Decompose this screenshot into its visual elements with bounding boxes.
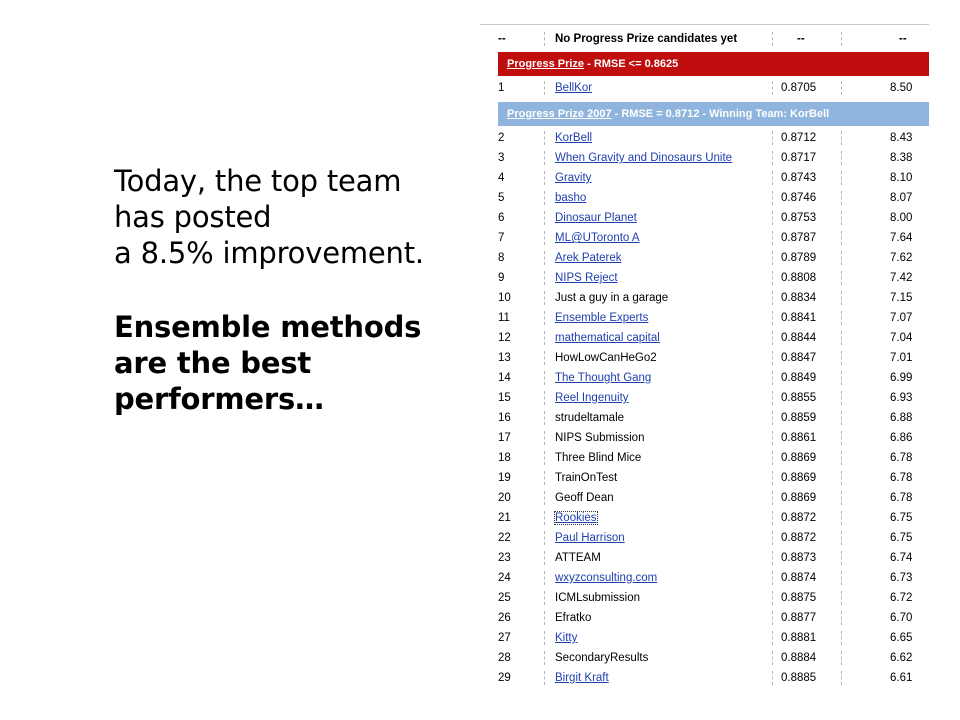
team-link[interactable]: ML@UToronto A — [555, 232, 640, 244]
rmse-cell: 0.8885 — [781, 672, 817, 684]
team-cell — [555, 668, 609, 688]
team-link[interactable]: BellKor — [555, 82, 593, 94]
header-pct: -- — [899, 33, 907, 45]
table-row — [480, 628, 929, 648]
rank-cell: 5 — [498, 192, 505, 204]
rmse-cell: 0.8875 — [781, 592, 817, 604]
slide-bold-line-2: are the best — [114, 346, 312, 380]
table-row — [480, 648, 929, 668]
slide-line-3: a 8.5% improvement. — [114, 236, 424, 270]
progress-prize-banner — [498, 52, 929, 76]
table-row — [480, 168, 929, 188]
rank-cell: 23 — [498, 552, 511, 564]
improvement-cell: 6.93 — [890, 392, 913, 404]
rmse-cell: 0.8705 — [781, 82, 817, 94]
rank-cell: 9 — [498, 272, 505, 284]
table-row — [480, 368, 929, 388]
rmse-cell: 0.8808 — [781, 272, 817, 284]
team-cell — [555, 408, 624, 428]
team-cell — [555, 508, 597, 528]
improvement-cell: 6.70 — [890, 612, 913, 624]
rmse-cell: 0.8881 — [781, 632, 817, 644]
table-row — [480, 408, 929, 428]
improvement-cell: 7.62 — [890, 252, 913, 264]
rank-cell: 11 — [498, 312, 510, 324]
improvement-cell: 8.38 — [890, 152, 913, 164]
rank-cell: 7 — [498, 232, 505, 244]
team-cell — [555, 588, 640, 608]
rmse-cell: 0.8717 — [781, 152, 817, 164]
team-cell — [555, 648, 648, 668]
rmse-cell: 0.8753 — [781, 212, 817, 224]
team-name: ATTEAM — [555, 552, 601, 564]
rmse-cell: 0.8869 — [781, 452, 817, 464]
progress-prize-link[interactable]: Progress Prize — [507, 58, 585, 70]
team-cell — [555, 168, 591, 188]
team-name: NIPS Submission — [555, 432, 645, 444]
improvement-cell: 6.72 — [890, 592, 913, 604]
team-link[interactable]: Rookies — [555, 512, 597, 524]
team-cell — [555, 78, 592, 98]
rank-cell: 21 — [498, 512, 511, 524]
improvement-cell: 7.64 — [890, 232, 913, 244]
team-cell — [555, 308, 648, 328]
improvement-cell: 6.61 — [890, 672, 913, 684]
team-cell — [555, 548, 601, 568]
team-cell — [555, 608, 591, 628]
rmse-cell: 0.8712 — [781, 132, 817, 144]
rank-cell: 27 — [498, 632, 511, 644]
table-row — [480, 388, 929, 408]
table-row — [480, 228, 929, 248]
team-link[interactable]: Birgit Kraft — [555, 672, 609, 684]
rank-cell: 4 — [498, 172, 505, 184]
team-name: Just a guy in a garage — [555, 292, 669, 304]
team-cell — [555, 368, 651, 388]
team-name: TrainOnTest — [555, 472, 618, 484]
table-row — [480, 188, 929, 208]
team-cell — [555, 428, 644, 448]
progress-prize-2007-link[interactable]: Progress Prize 2007 — [507, 108, 612, 120]
rmse-cell: 0.8861 — [781, 432, 817, 444]
slide-line-2: has posted — [114, 200, 272, 234]
rank-cell: 13 — [498, 352, 511, 364]
improvement-cell: 6.78 — [890, 472, 913, 484]
team-cell — [555, 568, 657, 588]
table-row — [480, 148, 929, 168]
rank-cell: 6 — [498, 212, 505, 224]
team-link[interactable]: Ensemble Experts — [555, 312, 649, 324]
rmse-cell: 0.8844 — [781, 332, 817, 344]
slide-bold-line-1: Ensemble methods — [114, 310, 422, 344]
table-row — [480, 428, 929, 448]
team-cell — [555, 188, 586, 208]
rmse-cell: 0.8872 — [781, 532, 817, 544]
team-link[interactable]: wxyzconsulting.com — [555, 572, 658, 584]
table-row — [480, 248, 929, 268]
rmse-cell: 0.8787 — [781, 232, 817, 244]
rank-cell: 18 — [498, 452, 511, 464]
rmse-cell: 0.8874 — [781, 572, 817, 584]
rmse-cell: 0.8869 — [781, 492, 817, 504]
improvement-cell: 6.78 — [890, 452, 913, 464]
table-row — [480, 128, 929, 148]
team-link[interactable]: Kitty — [555, 632, 578, 644]
improvement-cell: 6.62 — [890, 652, 913, 664]
rank-cell: 26 — [498, 612, 511, 624]
team-cell — [555, 128, 592, 148]
improvement-cell: 7.01 — [890, 352, 913, 364]
table-row — [480, 548, 929, 568]
team-name: ICMLsubmission — [555, 592, 640, 604]
table-row — [480, 608, 929, 628]
rmse-cell: 0.8849 — [781, 372, 817, 384]
team-cell — [555, 488, 614, 508]
team-cell — [555, 228, 640, 248]
rmse-cell: 0.8872 — [781, 512, 817, 524]
improvement-cell: 7.42 — [890, 272, 913, 284]
team-link[interactable]: The Thought Gang — [555, 372, 652, 384]
table-row — [480, 288, 929, 308]
table-row — [480, 468, 929, 488]
rank-cell: 25 — [498, 592, 511, 604]
slide-body-text — [114, 163, 424, 417]
rmse-cell: 0.8869 — [781, 472, 817, 484]
table-row — [480, 488, 929, 508]
team-cell — [555, 388, 629, 408]
table-row — [480, 348, 929, 368]
team-link[interactable]: Paul Harrison — [555, 532, 625, 544]
team-link[interactable]: Gravity — [555, 172, 592, 184]
improvement-cell: 6.88 — [890, 412, 913, 424]
team-cell — [555, 328, 660, 348]
improvement-cell: 7.07 — [890, 312, 913, 324]
team-cell — [555, 248, 621, 268]
rank-cell: 15 — [498, 392, 511, 404]
table-row — [480, 268, 929, 288]
table-row — [480, 568, 929, 588]
improvement-cell: 8.43 — [890, 132, 913, 144]
team-cell — [555, 528, 625, 548]
rmse-cell: 0.8873 — [781, 552, 817, 564]
team-link[interactable]: KorBell — [555, 132, 593, 144]
team-name: strudeltamale — [555, 412, 625, 424]
team-cell — [555, 348, 657, 368]
improvement-cell: 6.99 — [890, 372, 913, 384]
slide-line-1: Today, the top team — [114, 164, 402, 198]
rmse-cell: 0.8855 — [781, 392, 817, 404]
table-row — [480, 78, 929, 98]
team-link[interactable]: basho — [555, 192, 587, 204]
header-rank: -- — [498, 33, 506, 45]
team-name: Geoff Dean — [555, 492, 614, 504]
rank-cell: 14 — [498, 372, 511, 384]
rmse-cell: 0.8746 — [781, 192, 817, 204]
rank-cell: 3 — [498, 152, 505, 164]
header-team: No Progress Prize candidates yet — [555, 33, 738, 45]
rmse-cell: 0.8884 — [781, 652, 817, 664]
team-name: SecondaryResults — [555, 652, 649, 664]
rmse-cell: 0.8743 — [781, 172, 817, 184]
team-link[interactable]: Dinosaur Planet — [555, 212, 637, 224]
rank-cell: 10 — [498, 292, 511, 304]
team-cell — [555, 148, 732, 168]
team-link[interactable]: Arek Paterek — [555, 252, 622, 264]
progress-prize-2007-banner — [498, 102, 929, 126]
table-row — [480, 448, 929, 468]
improvement-cell: 6.78 — [890, 492, 913, 504]
table-row — [480, 588, 929, 608]
team-link[interactable]: NIPS Reject — [555, 272, 618, 284]
progress-prize-2007-details: - RMSE = 0.8712 - Winning Team: KorBell — [611, 108, 830, 120]
rmse-cell: 0.8841 — [781, 312, 817, 324]
table-row — [480, 528, 929, 548]
improvement-cell: 6.73 — [890, 572, 913, 584]
rank-cell: 16 — [498, 412, 511, 424]
improvement-cell: 7.04 — [890, 332, 913, 344]
team-cell — [555, 288, 668, 308]
improvement-cell: 8.07 — [890, 192, 913, 204]
team-link[interactable]: Reel Ingenuity — [555, 392, 629, 404]
rank-cell: 19 — [498, 472, 511, 484]
team-cell — [555, 468, 617, 488]
team-cell — [555, 268, 618, 288]
improvement-cell: 6.74 — [890, 552, 913, 564]
rank-cell: 22 — [498, 532, 511, 544]
improvement-cell: 7.15 — [890, 292, 913, 304]
improvement-cell: 8.50 — [890, 82, 913, 94]
leaderboard-table — [480, 24, 929, 694]
team-cell — [555, 208, 637, 228]
table-row — [480, 208, 929, 228]
rank-cell: 1 — [498, 82, 505, 94]
header-rmse: -- — [797, 33, 805, 45]
table-row — [480, 328, 929, 348]
team-link[interactable]: When Gravity and Dinosaurs Unite — [555, 152, 733, 164]
rank-cell: 28 — [498, 652, 511, 664]
table-top-border — [480, 24, 929, 25]
rank-cell: 29 — [498, 672, 511, 684]
progress-candidates-row — [480, 29, 929, 49]
rank-cell: 20 — [498, 492, 511, 504]
rmse-cell: 0.8847 — [781, 352, 817, 364]
team-name: Three Blind Mice — [555, 452, 642, 464]
rank-cell: 12 — [498, 332, 511, 344]
team-link[interactable]: mathematical capital — [555, 332, 660, 344]
rank-cell: 24 — [498, 572, 511, 584]
rmse-cell: 0.8789 — [781, 252, 817, 264]
rmse-cell: 0.8859 — [781, 412, 817, 424]
improvement-cell: 6.75 — [890, 532, 913, 544]
progress-prize-threshold: - RMSE <= 0.8625 — [584, 58, 679, 70]
improvement-cell: 6.86 — [890, 432, 913, 444]
improvement-cell: 8.10 — [890, 172, 913, 184]
improvement-cell: 6.65 — [890, 632, 913, 644]
rank-cell: 17 — [498, 432, 511, 444]
rmse-cell: 0.8834 — [781, 292, 817, 304]
table-row — [480, 668, 929, 688]
table-row — [480, 308, 929, 328]
slide-bold-line-3: performers… — [114, 382, 324, 416]
improvement-cell: 6.75 — [890, 512, 913, 524]
rank-cell: 8 — [498, 252, 505, 264]
team-cell — [555, 628, 577, 648]
table-row — [480, 508, 929, 528]
team-name: Efratko — [555, 612, 592, 624]
team-name: HowLowCanHeGo2 — [555, 352, 657, 364]
rmse-cell: 0.8877 — [781, 612, 817, 624]
improvement-cell: 8.00 — [890, 212, 913, 224]
rank-cell: 2 — [498, 132, 505, 144]
team-cell — [555, 448, 641, 468]
